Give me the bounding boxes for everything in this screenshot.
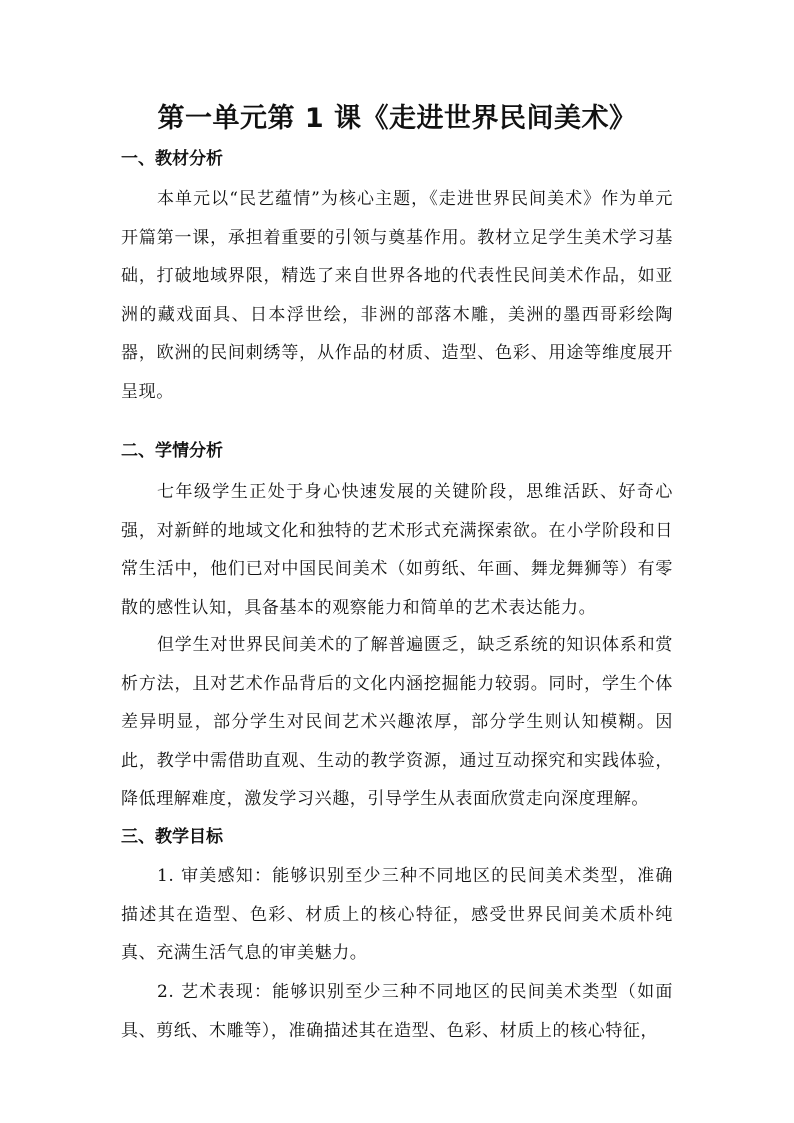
- paragraph-goal-artistic-expression: 2. 艺术表现：能够识别至少三种不同地区的民间美术类型（如面具、剪纸、木雕等），准确描述其在造型、色彩、材质上的核心特征，: [121, 982, 673, 1041]
- paragraph-textbook-analysis: 本单元以“民艺蕴情”为核心主题，《走进世界民间美术》作为单元开篇第一课，承担着重要的引领与奠基作用。教材立足学生美术学习基础，打破地域界限，精选了来自世界各地的代表性民间美术作品，如亚洲的藏戏面具、日本浮世绘，非洲的部落木雕，美洲的墨西哥彩绘陶器，欧洲的民间刺绣等，从作品的材质、造型、色彩、用途等维度展开呈现。: [121, 189, 673, 402]
- paragraph-student-analysis-1: 七年级学生正处于身心快速发展的关键阶段，思维活跃、好奇心强，对新鲜的地域文化和独特的艺术形式充满探索欲。在小学阶段和日常生活中，他们已对中国民间美术（如剪纸、年画、舞龙舞狮等）有零散的感性认知，具备基本的观察能力和简单的艺术表达能力。: [121, 482, 673, 618]
- paragraph-goal-aesthetic-perception: 1. 审美感知：能够识别至少三种不同地区的民间美术类型，准确描述其在造型、色彩、材质上的核心特征，感受世界民间美术质朴纯真、充满生活气息的审美魅力。: [121, 866, 673, 964]
- section-heading-student-analysis: 二、学情分析: [121, 441, 223, 461]
- section-heading-textbook-analysis: 一、教材分析: [121, 149, 223, 169]
- section-heading-teaching-goals: 三、教学目标: [121, 827, 223, 847]
- paragraph-student-analysis-2: 但学生对世界民间美术的了解普遍匮乏，缺乏系统的知识体系和赏析方法，且对艺术作品背后的文化内涵挖掘能力较弱。同时，学生个体差异明显，部分学生对民间艺术兴趣浓厚，部分学生则认知模糊。因此，教学中需借助直观、生动的教学资源，通过互动探究和实践体验，降低理解难度，激发学习兴趣，引导学生从表面欣赏走向深度理解。: [121, 635, 673, 810]
- document-title: 第一单元第 1 课《走进世界民间美术》: [157, 103, 637, 134]
